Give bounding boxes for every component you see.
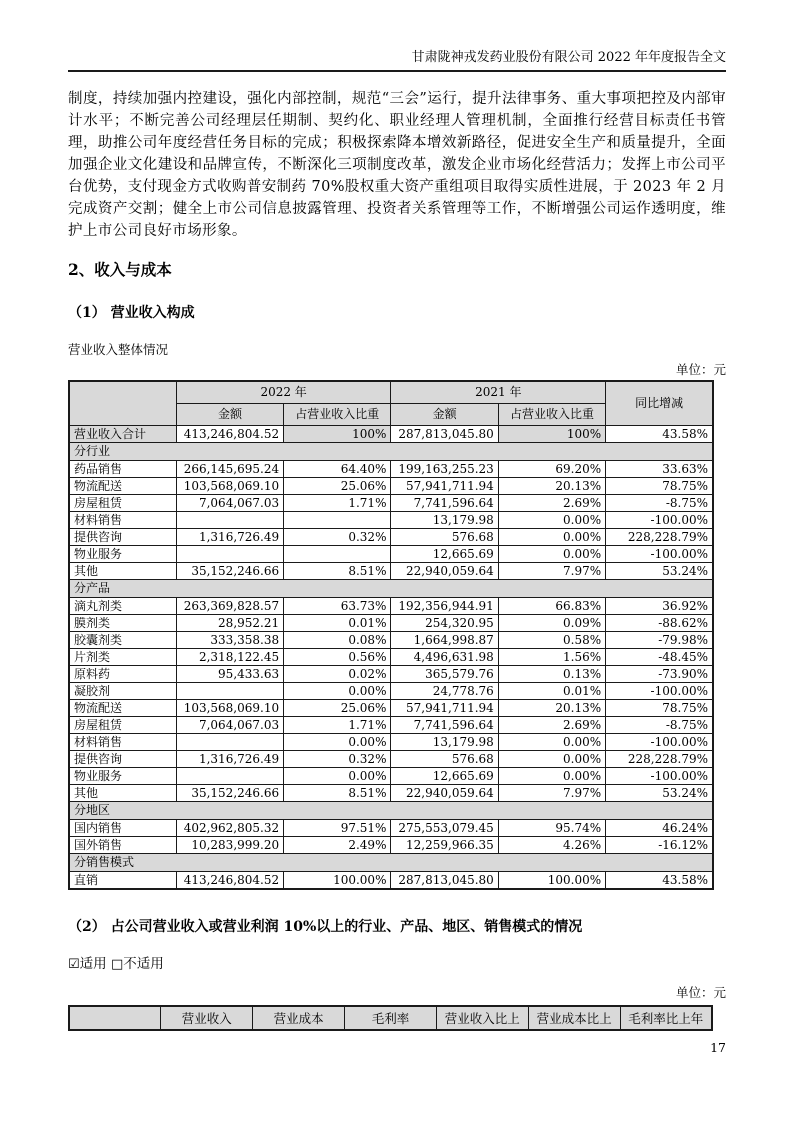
- row-label: 直销: [69, 871, 176, 889]
- row-value: 36.92%: [606, 597, 713, 614]
- table-section-label: 分销售模式: [69, 853, 713, 871]
- row-value: 78.75%: [606, 477, 713, 494]
- row-value: -100.00%: [606, 511, 713, 528]
- row-value: 263,369,828.57: [176, 597, 283, 614]
- row-value: 0.58%: [498, 631, 605, 648]
- revenue-composition-table: [68, 380, 714, 890]
- row-value: 53.24%: [606, 562, 713, 579]
- row-label: 片剂类: [69, 648, 176, 665]
- row-value: 287,813,045.80: [391, 871, 498, 889]
- row-label: 其他: [69, 562, 176, 579]
- column-header: 毛利率比上年: [620, 1006, 712, 1030]
- row-value: 0.09%: [498, 614, 605, 631]
- row-value: 35,152,246.66: [176, 784, 283, 801]
- row-value: 103,568,069.10: [176, 477, 283, 494]
- table-section-label: 分地区: [69, 801, 713, 819]
- column-header: 毛利率: [345, 1006, 437, 1030]
- table-row: [69, 819, 713, 836]
- revenue-table-body: [69, 425, 713, 889]
- row-value: 12,665.69: [391, 767, 498, 784]
- row-value: 2.49%: [284, 836, 391, 853]
- table-row: [69, 477, 713, 494]
- row-value: 13,179.98: [391, 511, 498, 528]
- row-value: 20.13%: [498, 477, 605, 494]
- row-value: [176, 511, 283, 528]
- row-value: 0.08%: [284, 631, 391, 648]
- table-row: [69, 733, 713, 750]
- row-label: 物业服务: [69, 545, 176, 562]
- table-section-row: [69, 853, 713, 871]
- row-value: 7,741,596.64: [391, 716, 498, 733]
- checkbox-checked-icon: ☑: [68, 956, 80, 972]
- row-value: 413,246,804.52: [176, 425, 283, 442]
- row-value: 63.73%: [284, 597, 391, 614]
- revenue-table-head-group: [69, 381, 713, 425]
- table-row: [69, 648, 713, 665]
- row-value: 2,318,122.45: [176, 648, 283, 665]
- checkbox-unchecked-icon: □: [110, 956, 124, 972]
- row-value: -16.12%: [606, 836, 713, 853]
- applicable-label: 适用: [79, 955, 107, 972]
- row-value: 69.20%: [498, 460, 605, 477]
- row-value: 0.00%: [498, 545, 605, 562]
- table-header-row-1: [69, 381, 713, 403]
- year-2022-header: 2022 年: [176, 381, 391, 403]
- row-label: 房屋租赁: [69, 716, 176, 733]
- row-value: -8.75%: [606, 494, 713, 511]
- row-value: 0.56%: [284, 648, 391, 665]
- row-value: 2.69%: [498, 494, 605, 511]
- row-value: 0.00%: [498, 511, 605, 528]
- document-header: [68, 50, 726, 72]
- row-value: 1.56%: [498, 648, 605, 665]
- row-value: 333,358.38: [176, 631, 283, 648]
- row-value: 8.51%: [284, 784, 391, 801]
- row-label: 提供咨询: [69, 528, 176, 545]
- row-value: 254,320.95: [391, 614, 498, 631]
- subsection-2-heading: （2） 占公司营业收入或营业利润 10%以上的行业、产品、地区、销售模式的情况: [68, 918, 583, 935]
- row-value: 2.69%: [498, 716, 605, 733]
- row-value: 78.75%: [606, 699, 713, 716]
- row-value: -100.00%: [606, 682, 713, 699]
- row-value: 402,962,805.32: [176, 819, 283, 836]
- row-value: 24,778.76: [391, 682, 498, 699]
- table-row: [69, 699, 713, 716]
- row-value: 266,145,695.24: [176, 460, 283, 477]
- row-value: [176, 733, 283, 750]
- row-value: 64.40%: [284, 460, 391, 477]
- row-label: 膜剂类: [69, 614, 176, 631]
- row-value: [284, 545, 391, 562]
- row-label: 药品销售: [69, 460, 176, 477]
- page-number: 17: [710, 1040, 726, 1055]
- table-row: [69, 494, 713, 511]
- row-label: 物业服务: [69, 767, 176, 784]
- row-label: 其他: [69, 784, 176, 801]
- unit-label-1: 单位：元: [675, 362, 726, 377]
- row-value: 199,163,255.23: [391, 460, 498, 477]
- yoy-header: 同比增减: [606, 381, 713, 425]
- table-row: [69, 460, 713, 477]
- table-section-row: [69, 442, 713, 460]
- corner-cell: [69, 1006, 161, 1030]
- row-value: 576.68: [391, 750, 498, 767]
- amount-2021-header: 金额: [391, 403, 498, 425]
- table-row: [69, 836, 713, 853]
- table-row: [69, 767, 713, 784]
- table-row: [69, 545, 713, 562]
- row-value: [176, 545, 283, 562]
- row-value: 43.58%: [606, 871, 713, 889]
- row-value: 43.58%: [606, 425, 713, 442]
- table-row: [69, 425, 713, 442]
- row-value: 46.24%: [606, 819, 713, 836]
- row-value: 20.13%: [498, 699, 605, 716]
- row-value: -79.98%: [606, 631, 713, 648]
- row-label: 原料药: [69, 665, 176, 682]
- table-row: [69, 750, 713, 767]
- subsection-1-heading: （1） 营业收入构成: [68, 305, 195, 321]
- row-value: 1,316,726.49: [176, 750, 283, 767]
- row-value: 0.13%: [498, 665, 605, 682]
- row-value: -100.00%: [606, 767, 713, 784]
- row-value: 33.63%: [606, 460, 713, 477]
- row-value: 228,228.79%: [606, 528, 713, 545]
- table-row: [69, 716, 713, 733]
- row-value: 7.97%: [498, 784, 605, 801]
- table-row: [69, 871, 713, 889]
- row-value: 53.24%: [606, 784, 713, 801]
- row-value: 35,152,246.66: [176, 562, 283, 579]
- row-label: 物流配送: [69, 699, 176, 716]
- table-row: [69, 614, 713, 631]
- row-value: 8.51%: [284, 562, 391, 579]
- row-value: 100.00%: [498, 871, 605, 889]
- row-value: 22,940,059.64: [391, 562, 498, 579]
- row-label: 材料销售: [69, 511, 176, 528]
- row-value: 7,064,067.03: [176, 716, 283, 733]
- row-value: 57,941,711.94: [391, 477, 498, 494]
- row-value: 25.06%: [284, 477, 391, 494]
- row-value: 0.00%: [498, 767, 605, 784]
- table-section-row: [69, 801, 713, 819]
- row-value: 365,579.76: [391, 665, 498, 682]
- row-value: 66.83%: [498, 597, 605, 614]
- table-row: [69, 562, 713, 579]
- row-value: -100.00%: [606, 733, 713, 750]
- row-value: 10,283,999.20: [176, 836, 283, 853]
- row-value: 57,941,711.94: [391, 699, 498, 716]
- row-value: 0.00%: [284, 767, 391, 784]
- row-value: 7.97%: [498, 562, 605, 579]
- row-value: -8.75%: [606, 716, 713, 733]
- row-value: -88.62%: [606, 614, 713, 631]
- row-value: 1.71%: [284, 494, 391, 511]
- unit-label-2: 单位：元: [675, 984, 726, 1000]
- row-value: 0.01%: [284, 614, 391, 631]
- table-row: [69, 511, 713, 528]
- row-value: 413,246,804.52: [176, 871, 283, 889]
- row-value: 100%: [498, 425, 605, 442]
- table-section-label: 分行业: [69, 442, 713, 460]
- row-label: 国外销售: [69, 836, 176, 853]
- row-value: 0.00%: [498, 750, 605, 767]
- table-row: [69, 784, 713, 801]
- row-value: 0.32%: [284, 528, 391, 545]
- row-value: [176, 682, 283, 699]
- body-paragraph: 制度，持续加强内控建设，强化内部控制，规范“三会”运行，提升法律事务、重大事项把控及内部审计水平；不断完善公司经理层任期制、契约化、职业经理人管理机制，全面推行经营目标责任书管理，助推公司年度经营任务目标的完成；积极探索降本增效新路径，促进安全生产和质量提升，全面加强企业文化建设和品牌宣传，不断深化三项制度改革，激发企业市场化经营活力；发挥上市公司平台优势，支付现金方式收购普安制药 70%股权重大资产重组项目取得实质性进展，于 2023 年 2 月完成资产交割；健全上市公司信息披露管理、投资者关系管理等工作，不断增强公司运作透明度，维护上市公司良好市场形象。: [68, 91, 726, 239]
- column-header: 营业成本: [253, 1006, 345, 1030]
- row-value: 1.71%: [284, 716, 391, 733]
- row-value: 228,228.79%: [606, 750, 713, 767]
- pct-2022-header: 占营业收入比重: [284, 403, 391, 425]
- row-value: 1,316,726.49: [176, 528, 283, 545]
- row-label: 房屋租赁: [69, 494, 176, 511]
- table-row: [69, 665, 713, 682]
- row-value: 7,741,596.64: [391, 494, 498, 511]
- row-value: 13,179.98: [391, 733, 498, 750]
- corner-cell: [69, 381, 176, 425]
- row-value: 103,568,069.10: [176, 699, 283, 716]
- row-value: -100.00%: [606, 545, 713, 562]
- row-value: 100.00%: [284, 871, 391, 889]
- row-label: 营业收入合计: [69, 425, 176, 442]
- row-value: -48.45%: [606, 648, 713, 665]
- amount-2022-header: 金额: [176, 403, 283, 425]
- column-header: 营业收入: [161, 1006, 253, 1030]
- applicability-line: [68, 956, 726, 973]
- row-value: 0.00%: [284, 682, 391, 699]
- row-value: 0.32%: [284, 750, 391, 767]
- row-value: [176, 767, 283, 784]
- table-row: [69, 631, 713, 648]
- row-label: 提供咨询: [69, 750, 176, 767]
- row-value: 95,433.63: [176, 665, 283, 682]
- row-label: 凝胶剂: [69, 682, 176, 699]
- row-value: -73.90%: [606, 665, 713, 682]
- column-header: 营业成本比上: [528, 1006, 620, 1030]
- row-value: 0.01%: [498, 682, 605, 699]
- column-header: 营业收入比上: [436, 1006, 528, 1030]
- row-value: 0.00%: [498, 733, 605, 750]
- row-value: 4,496,631.98: [391, 648, 498, 665]
- row-value: 4.26%: [498, 836, 605, 853]
- row-value: 0.00%: [284, 733, 391, 750]
- row-label: 物流配送: [69, 477, 176, 494]
- row-value: 100%: [284, 425, 391, 442]
- table-row: [69, 682, 713, 699]
- row-value: 28,952.21: [176, 614, 283, 631]
- year-2021-header: 2021 年: [391, 381, 606, 403]
- table-section-row: [69, 579, 713, 597]
- row-label: 滴丸剂类: [69, 597, 176, 614]
- row-value: 12,259,966.35: [391, 836, 498, 853]
- row-value: 1,664,998.87: [391, 631, 498, 648]
- table-row: [69, 597, 713, 614]
- row-value: 275,553,079.45: [391, 819, 498, 836]
- table-row: [69, 528, 713, 545]
- row-value: 0.02%: [284, 665, 391, 682]
- row-value: 576.68: [391, 528, 498, 545]
- row-value: 287,813,045.80: [391, 425, 498, 442]
- row-value: [284, 511, 391, 528]
- pct-2021-header: 占营业收入比重: [498, 403, 605, 425]
- row-value: 192,356,944.91: [391, 597, 498, 614]
- row-value: 97.51%: [284, 819, 391, 836]
- ratio-table-header-row: [69, 1006, 712, 1030]
- table-section-label: 分产品: [69, 579, 713, 597]
- row-label: 材料销售: [69, 733, 176, 750]
- row-label: 胶囊剂类: [69, 631, 176, 648]
- document-title: 甘肃陇神戎发药业股份有限公司 2022 年年度报告全文: [411, 50, 726, 65]
- section-heading: 2、收入与成本: [68, 260, 172, 279]
- not-applicable-label: 不适用: [123, 955, 164, 972]
- row-value: 12,665.69: [391, 545, 498, 562]
- table-caption: 营业收入整体情况: [68, 342, 169, 357]
- row-value: 0.00%: [498, 528, 605, 545]
- row-label: 国内销售: [69, 819, 176, 836]
- row-value: 7,064,067.03: [176, 494, 283, 511]
- segment-ratio-table: [68, 1005, 713, 1031]
- row-value: 95.74%: [498, 819, 605, 836]
- row-value: 25.06%: [284, 699, 391, 716]
- row-value: 22,940,059.64: [391, 784, 498, 801]
